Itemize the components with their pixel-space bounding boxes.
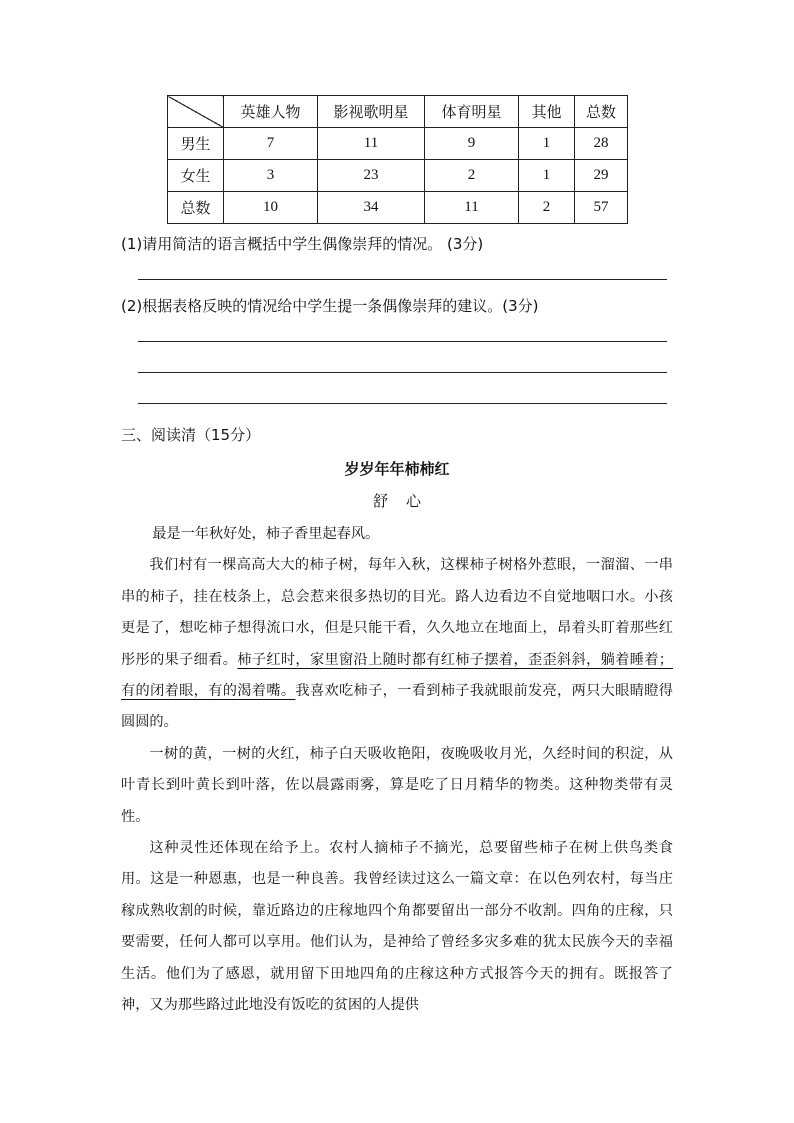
table-cell: 9: [425, 128, 519, 160]
column-header: 体育明星: [425, 96, 519, 128]
column-header: 总数: [575, 96, 628, 128]
table-cell: 23: [318, 160, 425, 192]
column-header: 影视歌明星: [318, 96, 425, 128]
article-author: 舒心: [372, 492, 439, 510]
row-label: 总数: [168, 192, 224, 224]
table-row: [168, 160, 628, 192]
table-cell: 29: [575, 160, 628, 192]
table-row: [168, 192, 628, 224]
article-paragraph: 这种灵性还体现在给予上。农村人摘柿子不摘光，总要留些柿子在树上供鸟类食用。这是一种恩惠，也是一种良善。我曾经读过这么一篇文章：在以色列农村，每当庄稼成熟收割的时候，靠近路边的庄稼地四个角都要留出一部分不收割。四角的庄稼，只要需要，任何人都可以享用。他们认为，是神给了曾经多灾多难的犹太民族今天的幸福生活。他们为了感恩，就用留下田地四角的庄稼这种方式报答今天的拥有。既报答了神，又为那些路过此地没有饭吃的贫困的人提供: [121, 840, 673, 1014]
column-header: 其他: [519, 96, 575, 128]
table-cell: 2: [425, 160, 519, 192]
paragraph-text: 我喜欢吃柿子，一看到柿子我就眼前发亮，两只大眼睛瞪得圆圆的。: [121, 683, 673, 731]
table-cell: 10: [224, 192, 318, 224]
answer-line[interactable]: [138, 341, 667, 342]
table-header-row: [168, 96, 628, 128]
article-paragraph: 最是一年秋好处，柿子香里起春风。: [152, 526, 380, 542]
underlined-sentence: 柿子红时，家里窗沿上随时都有红柿子摆着，歪歪斜斜，躺着睡着；有的闭着眼，有的渴着嘴。: [121, 651, 673, 700]
article-title: 岁岁年年柿柿红: [344, 460, 450, 478]
paragraph-text: 我们村有一棵高高大大的柿子树，每年入秋，这棵柿子树格外惹眼，一溜溜、一串串的柿子，挂在枝条上，总会惹来很多热切的目光。路人边看边不自觉地咽口水。小孩更是了，想吃柿子想得流口水，但是只能干看，久久地立在地面上，昂着头盯着那些红彤彤的果子细看。: [121, 557, 673, 668]
table-cell: 34: [318, 192, 425, 224]
answer-line[interactable]: [138, 279, 667, 280]
table-cell: 28: [575, 128, 628, 160]
table-cell: 7: [224, 128, 318, 160]
column-header: 英雄人物: [224, 96, 318, 128]
table-cell: 1: [519, 128, 575, 160]
table-cell: 11: [318, 128, 425, 160]
table-corner-cell: [168, 96, 224, 128]
question-1: (1)请用简洁的语言概括中学生偶像崇拜的情况。 (3分): [121, 235, 484, 253]
article-paragraph: [121, 550, 673, 738]
question-2: (2)根据表格反映的情况给中学生提一条偶像崇拜的建议。(3分): [121, 297, 539, 315]
section-heading: 三、阅读清（15分）: [121, 426, 261, 444]
table-cell: 2: [519, 192, 575, 224]
survey-table: [167, 95, 628, 224]
table-cell: 11: [425, 192, 519, 224]
table-cell: 3: [224, 160, 318, 192]
answer-line[interactable]: [138, 403, 667, 404]
table-row: [168, 128, 628, 160]
row-label: 女生: [168, 160, 224, 192]
answer-line[interactable]: [138, 372, 667, 373]
article-body: [121, 519, 673, 1022]
table-cell: 57: [575, 192, 628, 224]
row-label: 男生: [168, 128, 224, 160]
article-paragraph: 一树的黄，一树的火红，柿子白天吸收艳阳，夜晚吸收月光，久经时间的积淀，从叶青长到叶黄长到叶落，佐以晨露雨雾，算是吃了日月精华的物类。这种物类带有灵性。: [121, 745, 673, 825]
table-cell: 1: [519, 160, 575, 192]
